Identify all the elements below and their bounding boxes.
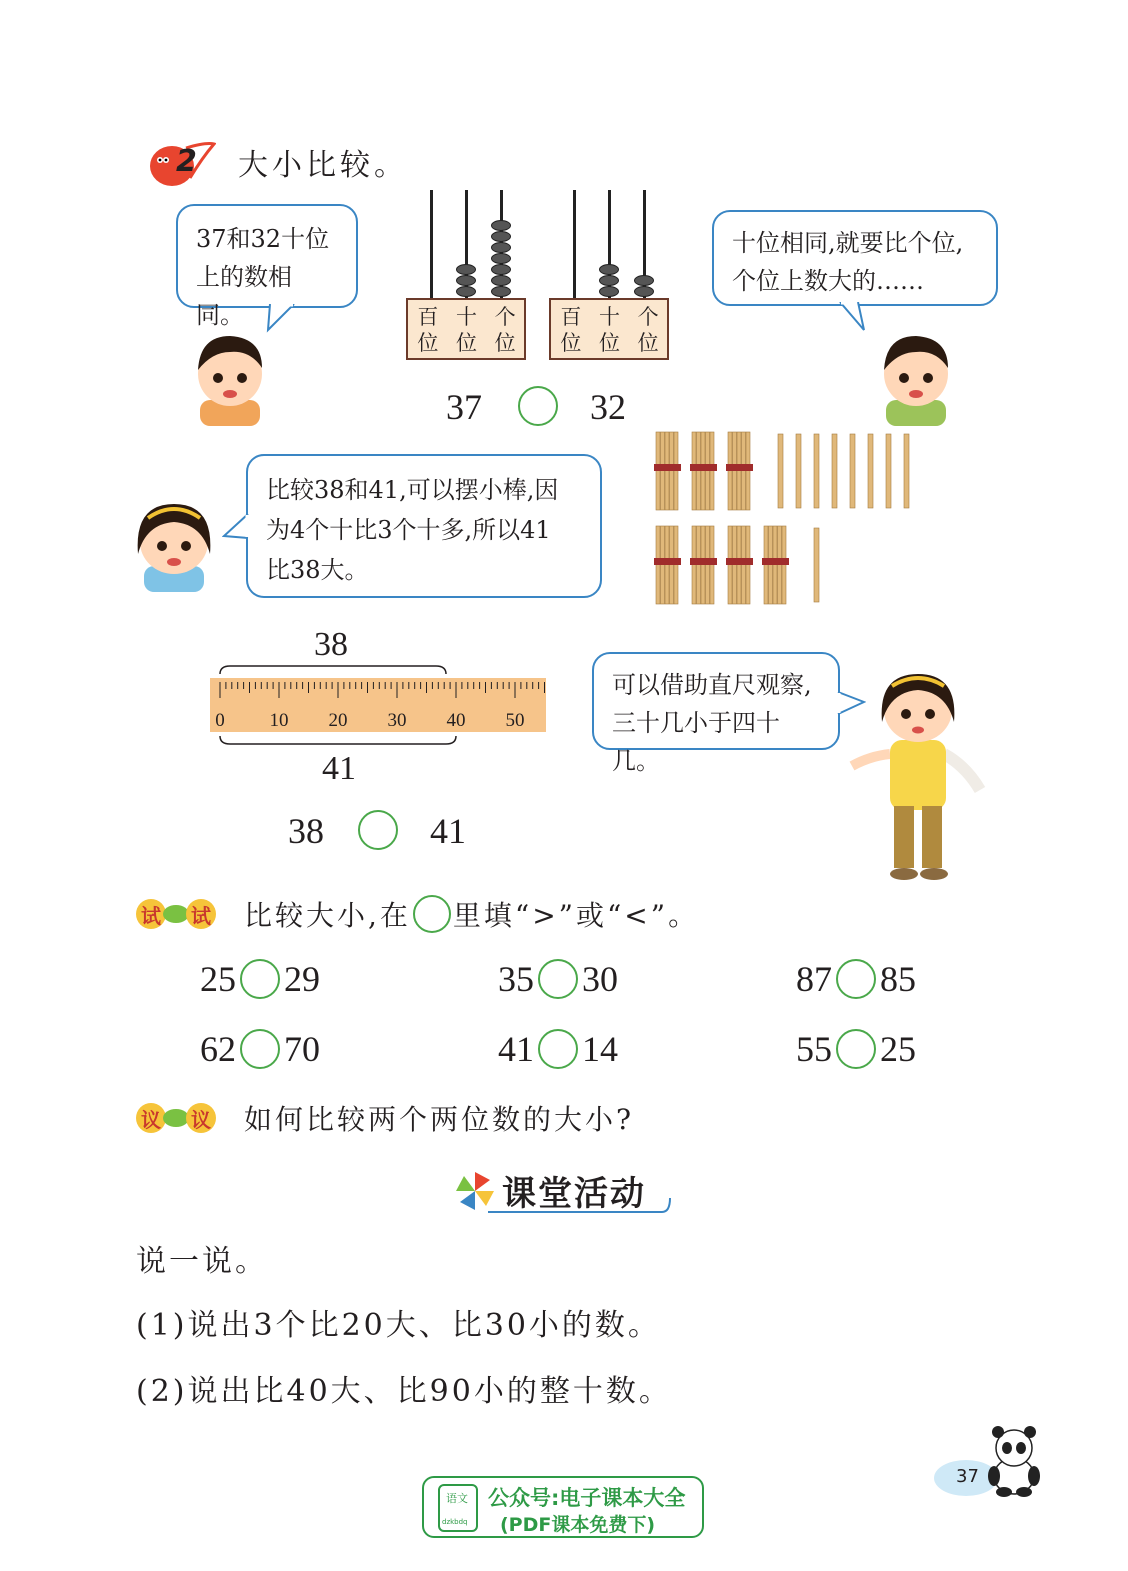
compare-right-number: 41 [430, 811, 466, 851]
discuss-text: 如何比较两个两位数的大小? [244, 1103, 635, 1136]
exercise-left: 35 [498, 959, 534, 999]
page-number: 37 [956, 1466, 979, 1487]
footer-logo-text: 语文 [446, 1492, 468, 1505]
compare-left-number: 38 [288, 811, 324, 851]
stick-bundle [690, 526, 717, 604]
stick-bundle [726, 526, 753, 604]
ruler-tick-label: 50 [505, 710, 525, 731]
exercise-right: 25 [880, 1029, 916, 1069]
abacus-base [549, 298, 669, 360]
answer-circle[interactable] [538, 959, 578, 999]
section-number: 2 [176, 144, 197, 179]
answer-circle[interactable] [240, 959, 280, 999]
stick-bundle [654, 526, 681, 604]
footer-logo-sub: dzkbdq [442, 1518, 468, 1526]
single-stick [868, 434, 873, 508]
section-number-icon [146, 138, 216, 188]
single-stick [796, 434, 801, 508]
single-stick [832, 434, 837, 508]
speech-bubble-boy-left [176, 204, 358, 329]
compare-left-number: 37 [446, 387, 482, 427]
footer-logo-icon [438, 1484, 478, 1532]
bubble-line: 可以借助直尺观察, [612, 671, 812, 699]
exercise-right: 14 [582, 1029, 618, 1069]
exercise-left: 55 [796, 1029, 832, 1069]
single-stick [778, 434, 783, 508]
try-row [136, 894, 699, 934]
discuss-badge-icon [136, 1101, 216, 1135]
exercise-left: 62 [200, 1029, 236, 1069]
ruler-tick-label: 40 [446, 710, 466, 731]
answer-circle[interactable] [358, 810, 398, 850]
exercise-right: 29 [284, 959, 320, 999]
footer-line-2: (PDF课本免费下) [500, 1514, 656, 1536]
bubble-tail [266, 304, 296, 334]
sticks-illustration [650, 428, 930, 614]
place-label-tens: 十位 [455, 305, 477, 355]
say-item-2: (2)说出比40大、比90小的整十数。 [136, 1374, 672, 1409]
bubble-line: 三十几小于四十几。 [612, 709, 780, 775]
exercise-right: 85 [880, 959, 916, 999]
ruler-body [210, 678, 546, 732]
place-label-ones: 个位 [637, 305, 659, 355]
activity-title: 课堂活动 [502, 1174, 646, 1214]
ruler-41-label: 41 [322, 750, 356, 787]
answer-circle[interactable] [518, 386, 558, 426]
single-stick [904, 434, 909, 508]
exercise-item [498, 1028, 618, 1070]
badge-char: 议 [136, 1103, 166, 1133]
single-stick [814, 434, 819, 508]
badge-char: 议 [186, 1103, 216, 1133]
bubble-line: 个位上数大的…… [732, 267, 924, 295]
place-label-hundreds: 百位 [560, 305, 582, 355]
exercise-left: 41 [498, 1029, 534, 1069]
ruler-38-label: 38 [314, 626, 348, 663]
bubble-line: 上的数相同。 [196, 263, 292, 329]
answer-circle[interactable] [240, 1029, 280, 1069]
answer-circle-sample [413, 895, 451, 933]
speech-bubble-girl [246, 454, 602, 598]
activity-underline [486, 1194, 672, 1216]
boy-avatar-right [876, 330, 956, 426]
exercise-item [796, 1028, 916, 1070]
ruler-tick-label: 30 [387, 710, 407, 731]
exercise-item [200, 958, 320, 1000]
girl-standing-illustration [840, 670, 990, 884]
footer-watermark [422, 1476, 704, 1538]
exercise-left: 87 [796, 959, 832, 999]
bubble-line: 十位相同,就要比个位, [732, 229, 964, 257]
ruler-top-brace [218, 662, 448, 676]
bubble-line: 为4个十比3个十多,所以41 [266, 516, 551, 544]
ruler-bottom-brace [218, 734, 458, 748]
boy-avatar [190, 330, 270, 426]
try-badge-icon [136, 897, 216, 931]
badge-char: 试 [186, 899, 216, 929]
discuss-row [136, 1098, 634, 1138]
panda-icon [982, 1424, 1046, 1498]
speech-bubble-boy-right [712, 210, 998, 306]
stick-bundle [726, 432, 753, 510]
speech-bubble-girl-ruler [592, 652, 840, 775]
abacus-base [406, 298, 526, 360]
stick-bundle [654, 432, 681, 510]
bubble-line: 比较38和41,可以摆小棒,因 [266, 476, 559, 504]
bubble-tail [838, 302, 868, 332]
stick-bundle [762, 526, 789, 604]
single-stick [850, 434, 855, 508]
section-title: 大小比较。 [238, 148, 408, 183]
girl-avatar [132, 496, 216, 592]
place-label-tens: 十位 [598, 305, 620, 355]
footer-line-1: 公众号:电子课本大全 [488, 1486, 686, 1510]
exercise-right: 30 [582, 959, 618, 999]
place-label-ones: 个位 [494, 305, 516, 355]
say-item-1: (1)说出3个比20大、比30小的数。 [136, 1308, 661, 1343]
exercise-item [498, 958, 618, 1000]
bubble-line: 37和32十位 [196, 225, 330, 253]
exercise-left: 25 [200, 959, 236, 999]
try-text-after: 里填“>”或“<”。 [452, 899, 700, 932]
say-heading: 说一说。 [136, 1244, 268, 1279]
answer-circle[interactable] [836, 959, 876, 999]
try-text-before: 比较大小,在 [244, 899, 411, 932]
ruler-tick-label: 20 [328, 710, 348, 731]
compare-right-number: 32 [590, 387, 626, 427]
exercise-item [200, 1028, 320, 1070]
single-stick [814, 528, 819, 602]
badge-char: 试 [136, 899, 166, 929]
answer-circle[interactable] [538, 1029, 578, 1069]
ruler [210, 678, 546, 732]
stick-bundle [690, 432, 717, 510]
place-label-hundreds: 百位 [417, 305, 439, 355]
bubble-tail [222, 512, 250, 542]
answer-circle[interactable] [836, 1029, 876, 1069]
exercise-right: 70 [284, 1029, 320, 1069]
bubble-line: 比38大。 [266, 556, 369, 584]
ruler-tick-label: 0 [215, 710, 225, 731]
single-stick [886, 434, 891, 508]
exercise-item [796, 958, 916, 1000]
ruler-tick-label: 10 [269, 710, 289, 731]
